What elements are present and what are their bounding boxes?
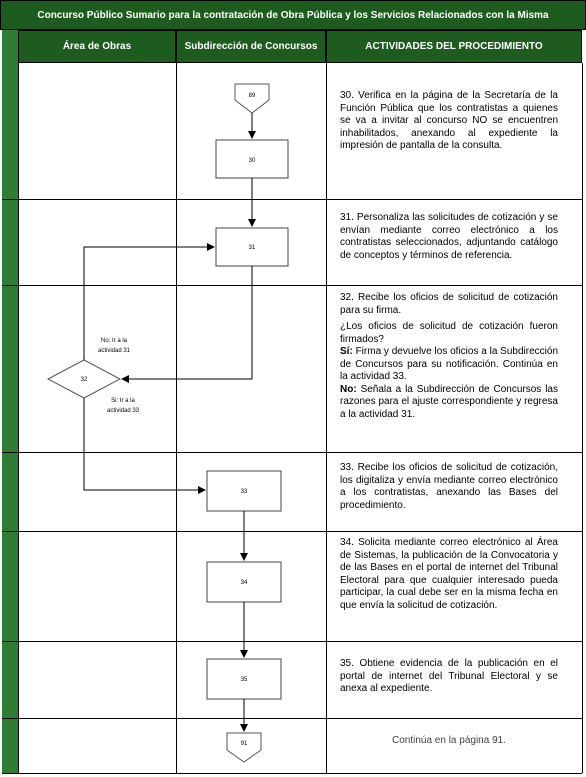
- activity-35: [340, 658, 558, 700]
- offpage-connector-89: [235, 84, 269, 113]
- activity-31: [340, 212, 558, 266]
- activity-32-si-text: Firma y devuelve los oficios a la Subdirección de Concursos para su notificación. Continúa en la actividad 33.: [340, 346, 558, 382]
- header-actividades: ACTIVIDADES DEL PROCEDIMIENTO: [326, 30, 582, 63]
- activity-33: [340, 462, 558, 516]
- header-subdireccion: Subdirección de Concursos: [176, 30, 326, 63]
- arrow-31-32: [122, 266, 252, 379]
- decision-diamond-32: [48, 360, 120, 398]
- offpage-connector-91: [227, 733, 261, 762]
- activity-32-no: [340, 384, 558, 422]
- activity-32-no-text: Señala a la Subdirección de Concursos las razones para el ajuste correspondiente y regresa a la actividad 31.: [340, 383, 558, 420]
- activity-30: [340, 90, 558, 157]
- arrow-32-si-33: [84, 398, 205, 490]
- process-box-33: [207, 471, 281, 511]
- decision-no-label-2: actividad 31: [97, 348, 131, 354]
- box-34-label: 34: [240, 580, 248, 586]
- continua-label: Continúa en la página 91.: [392, 735, 506, 746]
- decision-32-label: 32: [80, 377, 88, 383]
- activity-32-text: 32. Recibe los oficios de solicitud de cotización para su firma.: [340, 292, 558, 316]
- activity-31-text: 31. Personaliza las solicitudes de cotización y se envían mediante correo electrónico a los contratistas seleccionados, adjuntando catálogo de conceptos y términos de referencia.: [340, 212, 558, 261]
- activity-33-text: 33. Recibe los oficios de solicitud de cotización, los digitaliza y envía mediante correo electrónico a los contratistas, anexando las Bases del procedimiento.: [340, 462, 558, 511]
- connector-91-label: 91: [240, 741, 248, 747]
- page-title: Concurso Público Sumario para la contratación de Obra Pública y los Servicios Relacionados con la Misma: [0, 0, 586, 30]
- decision-si-label-1: Si: Ir a la: [111, 398, 135, 404]
- process-box-34: [207, 562, 281, 602]
- box-35-label: 35: [240, 677, 248, 683]
- activity-35-text: 35. Obtiene evidencia de la publicación en el portal de internet del Tribunal Electoral y se anexa al expediente.: [340, 658, 558, 694]
- header-area-obras: Área de Obras: [18, 30, 176, 63]
- activity-32-no-label: No:: [340, 383, 357, 395]
- process-box-35: [207, 659, 281, 699]
- connector-89-label: 89: [248, 93, 256, 99]
- activity-32-si: [340, 346, 558, 384]
- box-30-label: 30: [248, 158, 256, 164]
- activity-32: [340, 292, 558, 425]
- activity-32-question: ¿Los oficios de solicitud de cotización fueron firmados?: [340, 321, 558, 345]
- decision-no-label-1: No: Ir a la: [100, 338, 128, 344]
- process-box-30: [216, 140, 288, 178]
- activity-30-text: 30. Verifica en la página de la Secretaría de la Función Pública que los contratistas a quienes se va a invitar al concurso NO se encuentren inhabilitados, anexando al expediente la impresión de pantalla de la consulta.: [340, 90, 558, 151]
- decision-si-label-2: actividad 33: [106, 408, 140, 414]
- activity-34: [340, 537, 558, 616]
- box-31-label: 31: [248, 245, 256, 251]
- activity-32-si-label: Sí:: [340, 346, 353, 357]
- process-box-31: [216, 228, 288, 266]
- activity-34-text: 34. Solicita mediante correo electrónico al Área de Sistemas, la publicación de la Convocatoria y de las Bases en el portal de internet del Tribunal Electoral para que cualquier interesado pueda participar, la cual debe ser en la misma fecha en que envía la solicitud de cotización.: [340, 537, 558, 611]
- box-33-label: 33: [240, 489, 248, 495]
